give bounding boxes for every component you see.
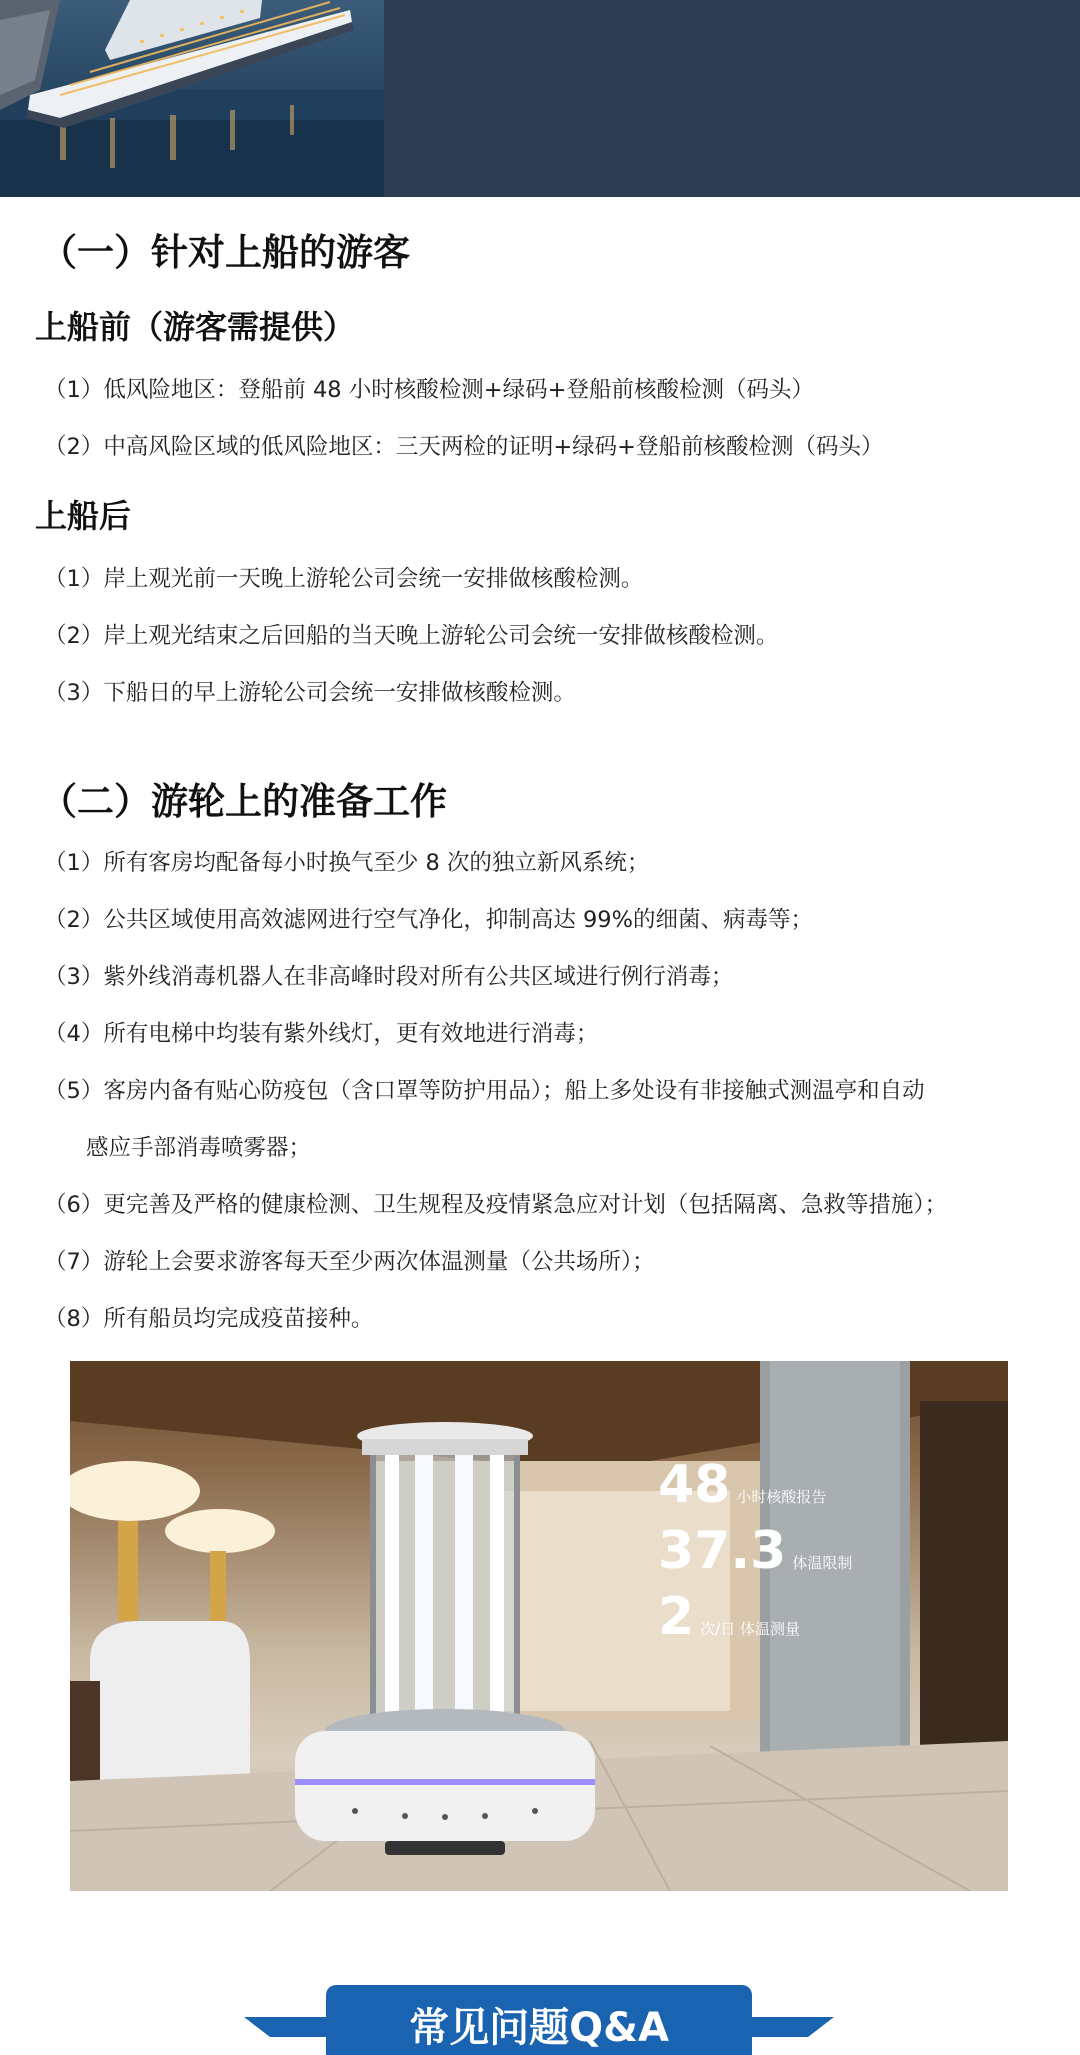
- section1-before-heading: 上船前（游客需提供）: [35, 308, 356, 346]
- list-item: （1）岸上观光前一天晚上游轮公司会统一安排做核酸检测。: [44, 566, 644, 592]
- list-item: （4）所有电梯中均装有紫外线灯，更有效地进行消毒；: [44, 1021, 599, 1047]
- list-item: （1）所有客房均配备每小时换气至少 8 次的独立新风系统；: [44, 850, 650, 876]
- list-item: （6）更完善及严格的健康检测、卫生规程及疫情紧急应对计划（包括隔离、急救等措施）；: [44, 1192, 948, 1218]
- section1-title: （一）针对上船的游客: [40, 231, 410, 274]
- list-item: （2）中高风险区域的低风险地区：三天两检的证明+绿码+登船前核酸检测（码头）: [44, 434, 884, 460]
- hero-banner: [0, 0, 1080, 197]
- list-item-continuation: 感应手部消毒喷雾器；: [86, 1135, 312, 1161]
- section2-title: （二）游轮上的准备工作: [40, 780, 447, 823]
- stat-nucleic-report: 48 小时核酸报告: [658, 1455, 827, 1515]
- list-item: （7）游轮上会要求游客每天至少两次体温测量（公共场所）；: [44, 1249, 655, 1275]
- list-item: （2）岸上观光结束之后回船的当天晚上游轮公司会统一安排做核酸检测。: [44, 623, 779, 649]
- list-item: （5）客房内备有贴心防疫包（含口罩等防护用品）；船上多处设有非接触式测温亭和自动: [44, 1078, 925, 1104]
- stat-temperature-checks: 2 次/日 体温测量: [658, 1587, 801, 1647]
- list-item: （3）紫外线消毒机器人在非高峰时段对所有公共区域进行例行消毒；: [44, 964, 734, 990]
- list-item: （8）所有船员均完成疫苗接种。: [44, 1306, 374, 1332]
- list-item: （2）公共区域使用高效滤网进行空气净化，抑制高达 99%的细菌、病毒等；: [44, 907, 813, 933]
- cruise-ship-photo: [0, 0, 384, 197]
- faq-title: 常见问题Q&A: [326, 1985, 752, 2055]
- list-item: （1）低风险地区：登船前 48 小时核酸检测+绿码+登船前核酸检测（码头）: [44, 377, 814, 403]
- section1-after-heading: 上船后: [35, 497, 132, 535]
- list-item: （3）下船日的早上游轮公司会统一安排做核酸检测。: [44, 680, 576, 706]
- hero-dark-panel: [384, 0, 1080, 197]
- stat-temperature-limit: 37.3 体温限制: [658, 1521, 853, 1581]
- disinfection-robot-photo: [70, 1361, 1008, 1891]
